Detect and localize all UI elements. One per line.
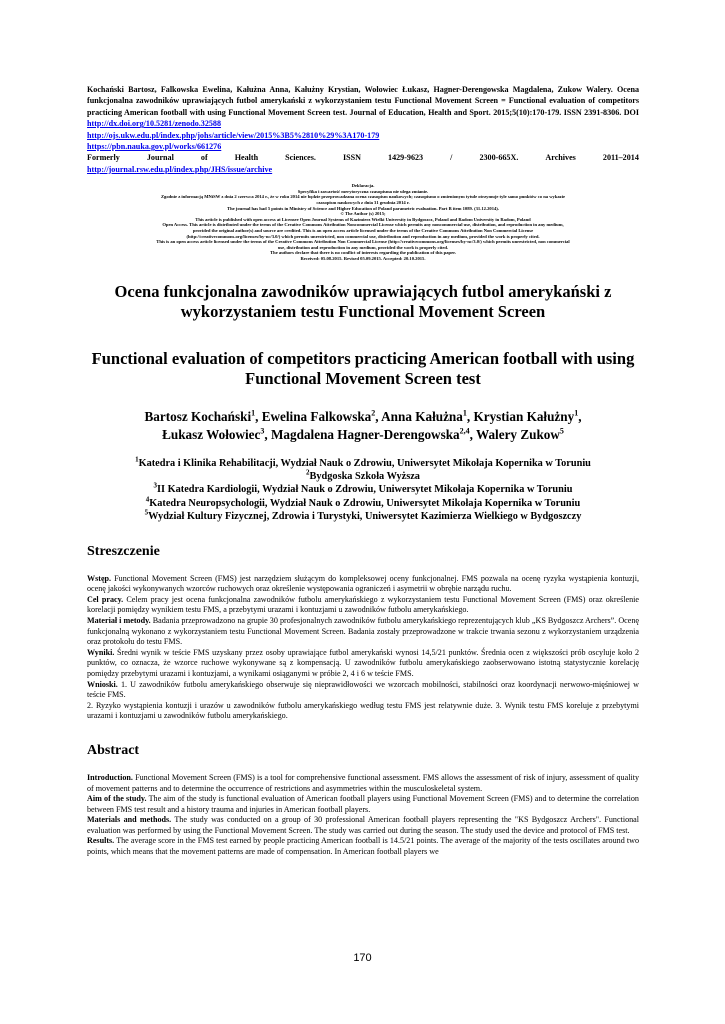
paragraph-text: Średni wynik w teście FMS uzyskany przez osoby uprawiające futbol amerykański wynosi 14,5/21 punktów. Średnia ocen z większości prób oscyluje koło 2 punktów, co oznacza, że wzorce ruchowe wykonywane są z kompensacją. U zawodników futbolu amerykańskiego zaobserwowano istotną statystycznie korelację pomiędzy przebytymi urazami i kontuzjami, a wynikami osiąganymi w próbie 2, 4 i 6 w teście FMS. bbox=[87, 647, 639, 678]
author-affiliation-mark: 1 bbox=[462, 408, 467, 418]
streszczenie-paragraph bbox=[87, 595, 639, 616]
paragraph-text: Celem pracy jest ocena funkcjonalna zawodników futbolu amerykańskiego z wykorzystaniem testu Functional Movement Screen (FMS) oraz określenie korelacji pomiędzy wynikiem testu FMS, a przebytymi urazami i kontuzjami u zawodników futbolu amerykańskiego. bbox=[87, 594, 639, 615]
author-name: Krystian Kałużny bbox=[473, 408, 575, 424]
affiliation-text: Wydział Kultury Fizycznej, Zdrowia i Turystyki, Uniwersytet Kazimierza Wielkiego w Bydgoszczy bbox=[148, 511, 582, 523]
formerly-word: 1429-9623 bbox=[388, 153, 424, 163]
declaration-line: The journal has had 5 points in Ministry of Science and Higher Education of Poland parametric evaluation. Part B item 1089. (31.12.2014). bbox=[227, 205, 499, 211]
declaration-line: © The Author (s) 2015; bbox=[340, 211, 386, 217]
author-affiliation-mark: 2,4 bbox=[459, 426, 470, 436]
archive-link[interactable]: http://journal.rsw.edu.pl/index.php/JHS/issue/archive bbox=[87, 164, 273, 174]
formerly-word: Health bbox=[234, 153, 259, 163]
streszczenie-paragraph bbox=[87, 616, 639, 648]
affiliation bbox=[87, 470, 639, 483]
streszczenie-paragraph bbox=[87, 701, 639, 722]
paragraph-text: 2. Ryzyko wystąpienia kontuzji i urazów u zawodników futbolu amerykańskiego według testu FMS jest relatywnie duże. 3. Wynik testu FMS koreluje z przebytymi urazami i kontuzjami u zawodników futbolu amerykańskiego. bbox=[87, 700, 639, 721]
paragraph-text: The aim of the study is functional evaluation of American football players using Functional Movement Screen (FMS) and to determine the correlation between FMS test result and a history trauma and injuries in American football players. bbox=[87, 794, 639, 814]
author-affiliation-mark: 5 bbox=[559, 426, 564, 436]
author bbox=[262, 409, 376, 424]
paragraph-label: Introduction. bbox=[87, 772, 133, 782]
declaration-line: (http://creativecommons.org/licenses/by-nc/3.0/) which permits unrestricted, non commercial use, distribution and reproduction in any medium, provided the work is properly cited. bbox=[186, 233, 540, 239]
doi-link[interactable]: http://dx.doi.org/10.5281/zenodo.32588 bbox=[87, 119, 222, 129]
affiliation-mark: 1 bbox=[135, 455, 139, 464]
formerly-word: of bbox=[200, 153, 208, 163]
author-affiliation-mark: 1 bbox=[574, 408, 579, 418]
abstract-body bbox=[87, 773, 639, 858]
streszczenie-body bbox=[87, 574, 639, 722]
paragraph-label: Results. bbox=[87, 836, 115, 846]
affiliation bbox=[87, 510, 639, 523]
title-polish: Ocena funkcjonalna zawodników uprawiających futbol amerykański z wykorzystaniem testu Functional Movement Screen bbox=[114, 281, 612, 321]
author-name: Anna Kałużna bbox=[381, 408, 463, 424]
paper-page bbox=[87, 84, 639, 858]
paragraph-text: Functional Movement Screen (FMS) is a tool for comprehensive functional assessment. FMS allows the assessment of risk of injury, assessment of quality of movement patterns and to determine the occurrence of restrictions and asymmetries within the musculoskeletal system. bbox=[87, 772, 639, 793]
author-list: Bartosz Kochański$^1$, Ewelina Falkowska$^2$, Anna Kałużna$^1$, Krystian Kałużny$^1$, Łukasz Wołowiec$^3$, Magdalena Hagner-Derengowska$^{2,4}$, Walery Zukow$^5$ bbox=[144, 408, 582, 442]
title-english: Functional evaluation of competitors practicing American football with using Functional Movement Screen test bbox=[91, 348, 635, 388]
streszczenie-paragraph bbox=[87, 680, 639, 701]
author-name: Walery Zukow bbox=[476, 426, 560, 442]
author bbox=[271, 427, 470, 442]
streszczenie-paragraph bbox=[87, 648, 639, 680]
declaration-line: Deklaracja. bbox=[351, 183, 375, 189]
declaration-line: Zgodnie z informacją MNiSW z dnia 2 czerwca 2014 r., że w roku 2014 nie będzie przeprowadzana ocena czasopism naukowych; czasopismo o zmienionym tytule otrzymuje tyle samo punktów co na wykazie bbox=[160, 194, 566, 200]
formerly-word: Sciences. bbox=[285, 153, 316, 163]
author-name: Magdalena Hagner-Derengowska bbox=[270, 426, 460, 442]
formerly-line bbox=[87, 152, 639, 163]
paragraph-text: Badania przeprowadzono na grupie 30 profesjonalnych zawodników futbolu amerykańskiego reprezentujących klub „KS Bydgoszcz Archers”. Ocenę funkcjonalną wykonano z wykorzystaniem testu Functional Movement Screen. Badania zostały przeprowadzone w trakcie trwania sezonu z wykorzystaniem urządzenia oraz protokołu do testu FMS. bbox=[87, 615, 640, 647]
affiliation-mark: 2 bbox=[306, 468, 310, 477]
declaration-block bbox=[87, 183, 639, 261]
abstract-paragraph bbox=[87, 815, 639, 836]
abstract-paragraph bbox=[87, 773, 639, 794]
affiliation bbox=[87, 497, 639, 510]
formerly-word: Archives bbox=[545, 153, 576, 163]
declaration-line: The authors declare that there is no conflict of interests regarding the publication of this paper. bbox=[270, 250, 456, 256]
paragraph-label: Aim of the study. bbox=[87, 794, 147, 804]
affiliation-text: II Katedra Kardiologii, Wydział Nauk o Zdrowiu, Uniwersytet Mikołaja Kopernika w Toruniu bbox=[157, 484, 573, 496]
author-name: Łukasz Wołowiec bbox=[162, 426, 261, 442]
author bbox=[473, 409, 578, 424]
citation-block bbox=[87, 84, 639, 175]
affiliation-list bbox=[87, 457, 639, 524]
declaration-line: Received: 05.08.2015. Revised 05.09.2015. Accepted: 20.10.2015. bbox=[300, 255, 426, 261]
affiliation-text: Katedra Neuropsychologii, Wydział Nauk o Zdrowiu, Uniwersytet Mikołaja Kopernika w Toruniu bbox=[149, 497, 581, 509]
ojs-link[interactable]: http://ojs.ukw.edu.pl/index.php/johs/article/view/2015%3B5%2810%29%3A170-179 bbox=[87, 130, 380, 140]
author-name: Bartosz Kochański bbox=[144, 408, 252, 424]
declaration-line: provided the original author(s) and source are credited. This is an open access article licensed under the terms of the Creative Commons Attribution Non Commercial License bbox=[192, 228, 534, 233]
author-name: Ewelina Falkowska bbox=[261, 408, 372, 424]
formerly-word: 2011–2014 bbox=[602, 153, 639, 163]
citation-text: Kochański Bartosz, Falkowska Ewelina, Kałużna Anna, Kałużny Krystian, Wołowiec Łukasz, Hagner-Derengowska Magdalena, Zukow Walery. Ocena funkcjonalna zawodników uprawiających futbol amerykański z wykorzystaniem testu Functional Movement Screen = Functional evaluation of competitors practicing American football with using Functional Movement Screen test. Journal of Education, Health and Sport. 2015;5(10):170-179. ISSN 2391-8306. DOI bbox=[87, 85, 639, 117]
author bbox=[162, 427, 264, 442]
affiliation-mark: 4 bbox=[145, 495, 150, 504]
paragraph-text: The study was conducted on a group of 30 professional American football players representing the "KS Bydgoszcz Archers". Functional evaluation was performed by using the Functional Movement Screen. The study was carried out during the season. The study used the device and protocol of FMS test. bbox=[87, 815, 640, 835]
paragraph-label: Wyniki. bbox=[87, 647, 115, 657]
pbn-link[interactable]: https://pbn.nauka.gov.pl/works/661276 bbox=[87, 142, 222, 152]
abstract-paragraph bbox=[87, 836, 639, 857]
paragraph-text: The average score in the FMS test earned by people practicing American football is 14.5/21 points. The average of the majority of the tests oscillates around two points, which means that the movement patterns are made of compensation. In American football players we bbox=[87, 836, 639, 857]
author bbox=[381, 409, 467, 424]
paragraph-label: Cel pracy. bbox=[87, 594, 124, 604]
affiliation bbox=[87, 457, 639, 470]
streszczenie-paragraph bbox=[87, 574, 639, 595]
affiliation-text: Katedra i Klinika Rehabilitacji, Wydział Nauk o Zdrowiu, Uniwersytet Mikołaja Kopernika w Toruniu bbox=[138, 457, 591, 469]
paragraph-label: Wstęp. bbox=[87, 573, 112, 583]
paragraph-text: 1. U zawodników futbolu amerykańskiego obserwuje się nieprawidłowości we wzorcach mobilności, stabilności oraz koordynacji nerwowo-mięśniowej w teście FMS. bbox=[87, 679, 639, 700]
paragraph-label: Materials and methods. bbox=[87, 815, 172, 825]
declaration-line: This is an open access article licensed under the terms of the Creative Commons Attribution Non Commercial License (http://creativecommons.org/licenses/by-nc/3.0/) which permits unrestricted, non commercial bbox=[156, 239, 570, 245]
paragraph-text: Functional Movement Screen (FMS) jest narzędziem służącym do kompleksowej oceny funkcjonalnej. FMS pozwala na ocenę ryzyka wystąpienia kontuzji, ocenę jakości wykonywanych wzorców ruchowych oraz określenie występowania ograniczeń i asymetrii w obrębie narządu ruchu. bbox=[87, 573, 639, 594]
affiliation-text: Bydgoska Szkoła Wyższa bbox=[309, 470, 420, 482]
formerly-word: Formerly bbox=[87, 153, 120, 163]
paragraph-label: Wnioski. bbox=[87, 679, 118, 689]
paragraph-label: Materiał i metody. bbox=[87, 615, 151, 625]
formerly-word: ISSN bbox=[342, 153, 361, 163]
declaration-line: This article is published with open access at Licensee Open Journal Systems of Kazimierz Wielki University in Bydgoszcz, Poland and Radom University in Radom, Poland bbox=[195, 216, 531, 222]
author bbox=[145, 409, 256, 424]
abstract-paragraph bbox=[87, 794, 639, 815]
author bbox=[476, 427, 564, 442]
streszczenie-heading: Streszczenie bbox=[87, 543, 160, 559]
author-affiliation-mark: 1 bbox=[251, 408, 256, 418]
declaration-line: use, distribution and reproduction in any medium, provided the work is properly cited. bbox=[277, 244, 449, 250]
declaration-line: Specyfika i zawartość merytoryczna czasopisma nie ulega zmianie. bbox=[297, 188, 429, 194]
author-affiliation-mark: 3 bbox=[260, 426, 265, 436]
declaration-line: Open Access. This article is distributed under the terms of the Creative Commons Attribution Noncommercial License which permits any noncommercial use, distribution, and reproduction in any medium, bbox=[162, 222, 564, 228]
affiliation-mark: 3 bbox=[153, 481, 158, 490]
affiliation-mark: 5 bbox=[144, 508, 149, 517]
formerly-word: 2300-665X. bbox=[479, 153, 519, 163]
formerly-word: Journal bbox=[146, 153, 174, 163]
abstract-heading: Abstract bbox=[87, 742, 140, 758]
affiliation bbox=[87, 483, 639, 496]
formerly-word: / bbox=[450, 153, 453, 163]
author-affiliation-mark: 2 bbox=[371, 408, 376, 418]
declaration-line: czasopism naukowych z dnia 31 grudnia 2014 r. bbox=[316, 200, 410, 206]
page-number: 170 bbox=[353, 952, 372, 964]
